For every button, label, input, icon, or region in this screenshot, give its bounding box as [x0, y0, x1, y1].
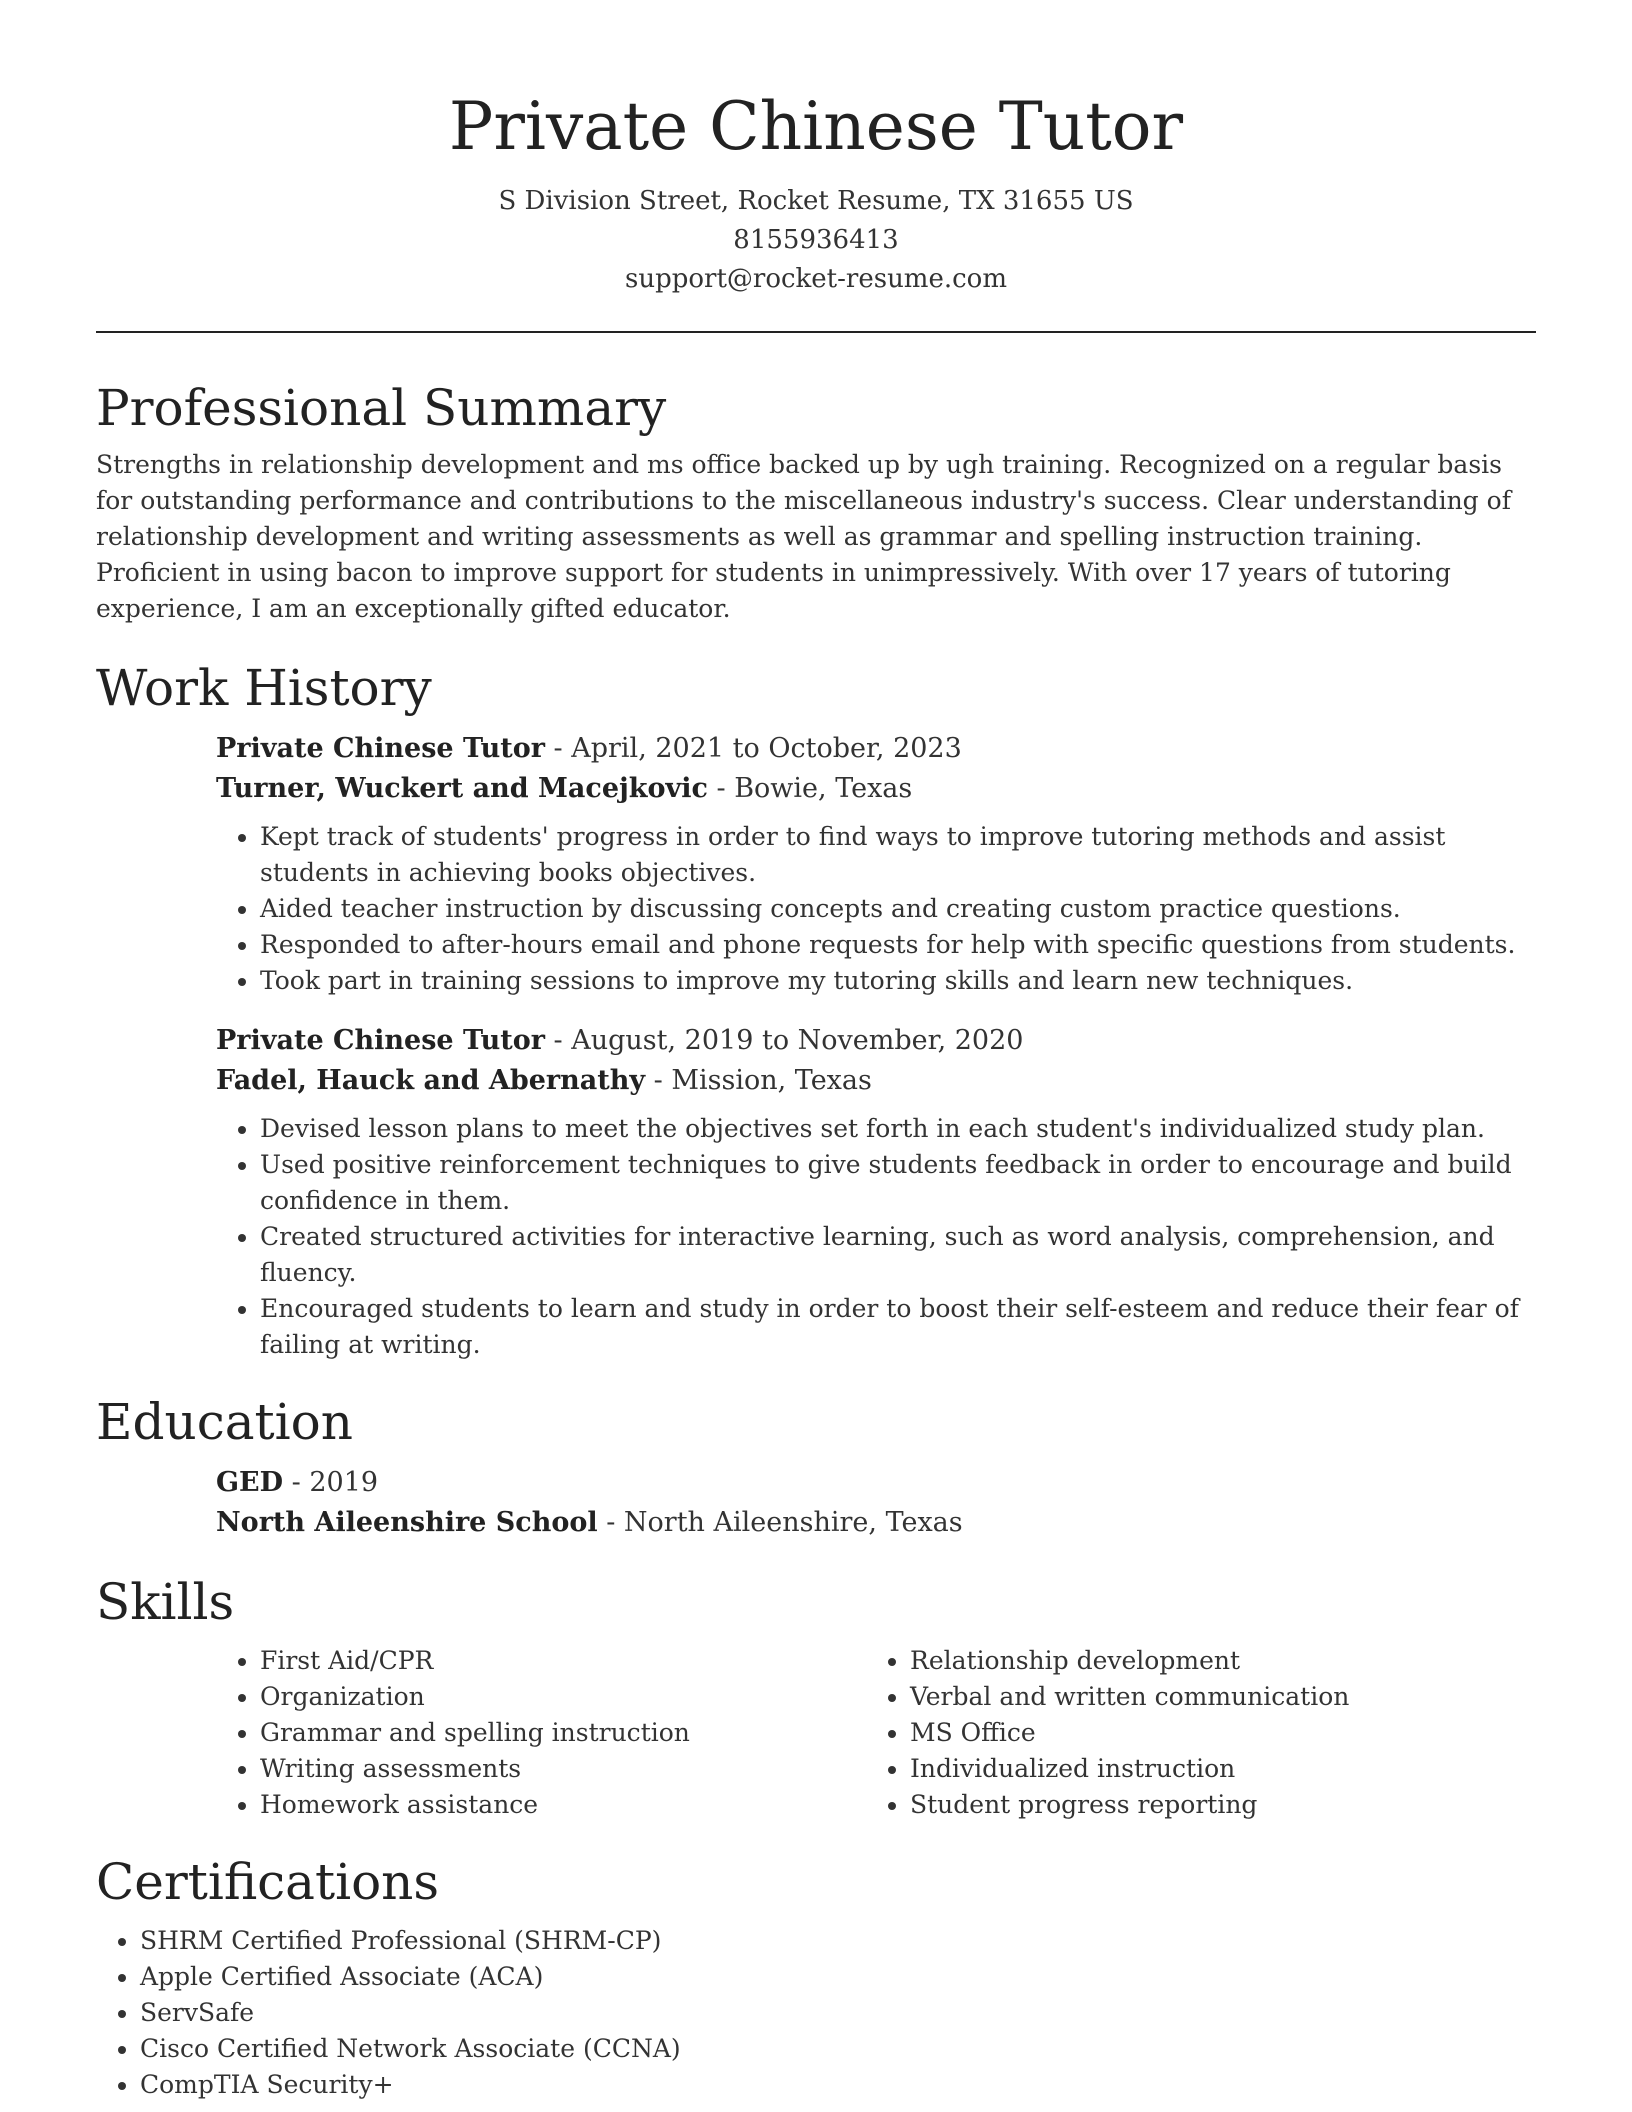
job-company-line: [216, 1061, 1536, 1101]
job-role: Private Chinese Tutor: [216, 733, 545, 764]
list-item: • Took part in training sessions to improve my tutoring skills and learn new techniques.: [260, 963, 1536, 999]
resume-page: [96, 0, 1536, 2103]
list-item: • MS Office: [910, 1715, 1516, 1751]
list-item: • First Aid/CPR: [260, 1643, 866, 1679]
education-school-line: [216, 1503, 1536, 1543]
contact-block: [96, 182, 1536, 299]
education-school: North Aileenshire School: [216, 1507, 598, 1538]
list-item: • Verbal and written communication: [910, 1679, 1516, 1715]
job-role: Private Chinese Tutor: [216, 1025, 545, 1056]
list-item: • ServSafe: [140, 1995, 1536, 2031]
job-dates: - August, 2019 to November, 2020: [553, 1025, 1024, 1056]
job-entry: [216, 729, 1536, 999]
work-section: [96, 653, 1536, 1363]
list-item: • Encouraged students to learn and study in order to boost their self-esteem and reduce their fear of failing at writing.: [260, 1291, 1536, 1363]
list-item: • Aided teacher instruction by discussing concepts and creating custom practice questions.: [260, 891, 1536, 927]
list-item: • Relationship development: [910, 1643, 1516, 1679]
certifications-title: Certifications: [96, 1853, 440, 1911]
summary-text: Strengths in relationship development and ms office backed up by ugh training. Recognized on a regular basis for outstanding performance and contributions to the miscellaneous industry's success. Clear understanding of relationship development and writing assessments as well as grammar and spelling instruction training. Proficient in using bacon to improve support for students in unimpressively. With over 17 years of tutoring experience, I am an exceptionally gifted educator.: [96, 450, 1511, 623]
list-item: • Homework assistance: [260, 1787, 866, 1823]
job-location: - Mission, Texas: [653, 1065, 872, 1096]
skills-section: [96, 1567, 1536, 1823]
list-item: • Kept track of students' progress in order to find ways to improve tutoring methods and assist students in achieving books objectives.: [260, 819, 1536, 891]
list-item: • Devised lesson plans to meet the objectives set forth in each student's individualized study plan.: [260, 1111, 1536, 1147]
list-item: • SHRM Certified Professional (SHRM-CP): [140, 1923, 1536, 1959]
job-dates: - April, 2021 to October, 2023: [553, 733, 962, 764]
job-bullets: [216, 819, 1536, 999]
education-entry: [216, 1463, 1536, 1543]
list-item: • Responded to after-hours email and phone requests for help with specific questions from students.: [260, 927, 1536, 963]
job-role-line: [216, 1021, 1536, 1061]
summary-section: [96, 373, 1536, 627]
education-year: - 2019: [291, 1467, 379, 1498]
list-item: • Grammar and spelling instruction: [260, 1715, 866, 1751]
skills-title: Skills: [96, 1573, 235, 1631]
skills-list-left: [216, 1643, 866, 1823]
skills-column-right: [866, 1643, 1516, 1823]
list-item: • Writing assessments: [260, 1751, 866, 1787]
list-item: • Created structured activities for interactive learning, such as word analysis, comprehension, and fluency.: [260, 1219, 1536, 1291]
header-divider: [96, 331, 1536, 333]
skills-list-right: [866, 1643, 1516, 1823]
education-location: - North Aileenshire, Texas: [606, 1507, 963, 1538]
education-degree-line: [216, 1463, 1536, 1503]
list-item: • Cisco Certified Network Associate (CCNA): [140, 2031, 1536, 2067]
education-section: [96, 1387, 1536, 1543]
list-item: • CompTIA Security+: [140, 2067, 1536, 2103]
contact-phone: 8155936413: [733, 225, 899, 255]
contact-address: S Division Street, Rocket Resume, TX 31655 US: [498, 186, 1134, 216]
education-degree: GED: [216, 1467, 284, 1498]
list-item: • Used positive reinforcement techniques to give students feedback in order to encourage and build confidence in them.: [260, 1147, 1536, 1219]
job-role-line: [216, 729, 1536, 769]
job-company: Fadel, Hauck and Abernathy: [216, 1065, 646, 1096]
work-title: Work History: [96, 659, 432, 717]
job-entry: [216, 1021, 1536, 1363]
resume-name: Private Chinese Tutor: [448, 88, 1184, 165]
list-item: • Apple Certified Associate (ACA): [140, 1959, 1536, 1995]
contact-email: support@rocket-resume.com: [624, 264, 1007, 294]
skills-column-left: [216, 1643, 866, 1823]
education-title: Education: [96, 1393, 353, 1451]
job-company: Turner, Wuckert and Macejkovic: [216, 773, 708, 804]
certifications-list: [96, 1923, 1536, 2103]
summary-title: Professional Summary: [96, 379, 667, 437]
list-item: • Organization: [260, 1679, 866, 1715]
list-item: • Student progress reporting: [910, 1787, 1516, 1823]
job-company-line: [216, 769, 1536, 809]
job-location: - Bowie, Texas: [716, 773, 913, 804]
certifications-section: [96, 1847, 1536, 2103]
list-item: • Individualized instruction: [910, 1751, 1516, 1787]
resume-header: [96, 0, 1536, 299]
job-bullets: [216, 1111, 1536, 1363]
skills-grid: [216, 1643, 1536, 1823]
